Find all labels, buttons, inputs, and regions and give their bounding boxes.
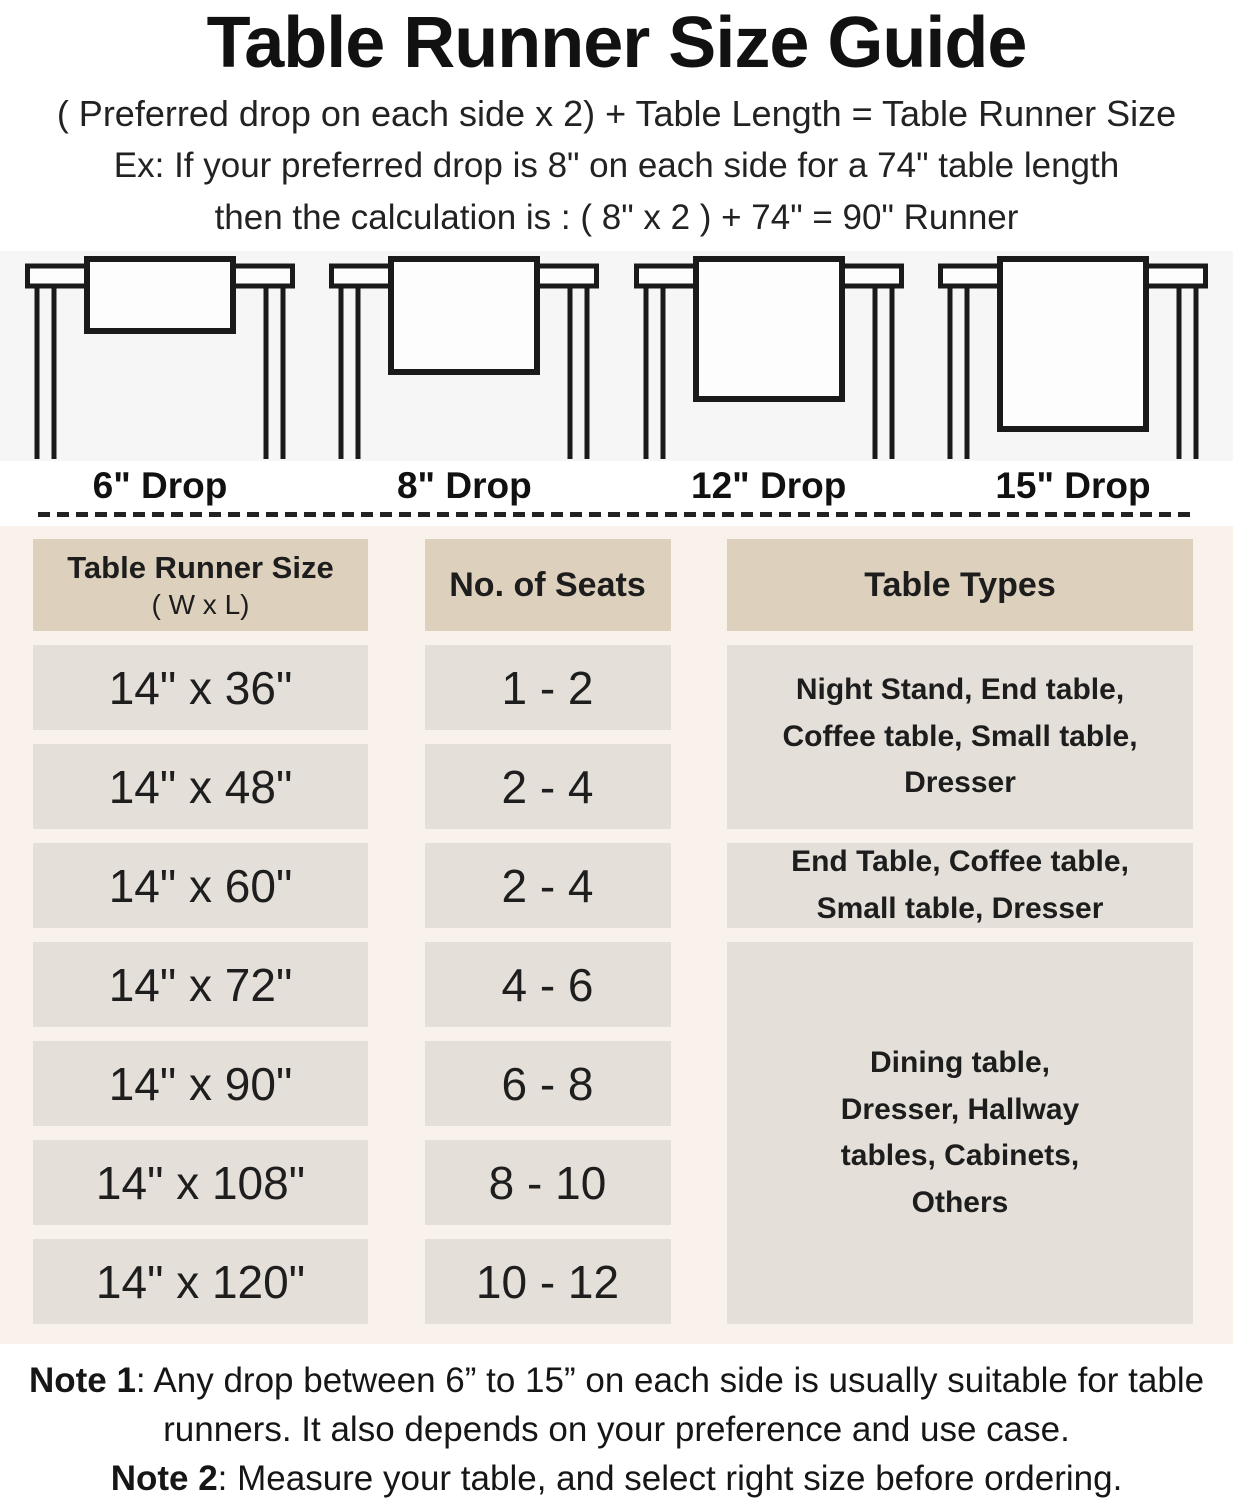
note-2-text: : Measure your table, and select right size before ordering.: [217, 1459, 1123, 1499]
drop-label: 15" Drop: [995, 464, 1151, 506]
table-types-cell-small-tables: [727, 645, 1193, 829]
drop-label: 8" Drop: [396, 464, 532, 506]
runner-size-cell: 14" x 72": [33, 942, 368, 1027]
table-runner-6in-drop-icon: [25, 251, 295, 459]
column-header-runner-size: [33, 539, 368, 631]
size-table: [0, 526, 1233, 1344]
table-runner-12in-drop-icon: [634, 251, 904, 459]
drop-illustration-6in: [25, 251, 295, 508]
runner-shape: [1000, 259, 1146, 429]
formula-text: ( Preferred drop on each side x 2) + Table Length = Table Runner Size: [56, 92, 1177, 134]
seats-cell: 2 - 4: [425, 843, 671, 928]
runner-shape: [696, 259, 842, 399]
table-types-cell-medium-tables: [727, 843, 1193, 928]
column-header-table-types: Table Types: [727, 539, 1193, 631]
drop-label: 6" Drop: [92, 464, 228, 506]
seats-cell: 1 - 2: [425, 645, 671, 730]
runner-size-cell: 14" x 108": [33, 1140, 368, 1225]
drop-illustration-15in: [938, 251, 1208, 508]
page-title: Table Runner Size Guide: [206, 3, 1027, 83]
drop-label: 12" Drop: [691, 464, 847, 506]
runner-size-cell: 14" x 60": [33, 843, 368, 928]
runner-size-cell: 14" x 90": [33, 1041, 368, 1126]
table-types-text: Dining table, Dresser, Hallway tables, Cabinets, Others: [840, 1046, 1080, 1219]
dashed-divider: [38, 512, 1195, 517]
table-runner-8in-drop-icon: [329, 251, 599, 459]
runner-size-cell: 14" x 48": [33, 744, 368, 829]
notes-section: [0, 1344, 1233, 1500]
runner-size-cell: 14" x 36": [33, 645, 368, 730]
table-types-text: End Table, Coffee table, Small table, Dresser: [791, 845, 1129, 925]
column-header-runner-size-title: Table Runner Size: [67, 550, 334, 586]
seats-cell: 6 - 8: [425, 1041, 671, 1126]
seats-cell: 4 - 6: [425, 942, 671, 1027]
runner-shape: [391, 259, 537, 372]
seats-cell: 2 - 4: [425, 744, 671, 829]
note-1: [24, 1356, 1209, 1454]
column-header-runner-size-sub: ( W x L): [151, 588, 250, 620]
note-2: [24, 1454, 1209, 1500]
seats-cell: 8 - 10: [425, 1140, 671, 1225]
drop-illustration-12in: [634, 251, 904, 508]
note-1-text: : Any drop between 6” to 15” on each side is usually suitable for table runners. It also depends on your preference and use case.: [135, 1361, 1205, 1450]
drop-illustration-8in: [329, 251, 599, 508]
note-1-label: Note 1: [28, 1361, 136, 1401]
example-line-2: then the calculation is : ( 8" x 2 ) + 74" = 90" Runner: [214, 198, 1019, 238]
column-header-seats: No. of Seats: [425, 539, 671, 631]
runner-size-cell: 14" x 120": [33, 1239, 368, 1324]
drop-illustrations-row: [0, 251, 1233, 508]
runner-shape: [87, 259, 233, 331]
table-types-text: Night Stand, End table, Coffee table, Small table, Dresser: [782, 673, 1138, 800]
example-line-1: Ex: If your preferred drop is 8" on each side for a 74" table length: [113, 146, 1120, 186]
table-types-cell-large-tables: [727, 942, 1193, 1324]
note-2-label: Note 2: [110, 1459, 218, 1499]
seats-cell: 10 - 12: [425, 1239, 671, 1324]
table-runner-15in-drop-icon: [938, 251, 1208, 459]
